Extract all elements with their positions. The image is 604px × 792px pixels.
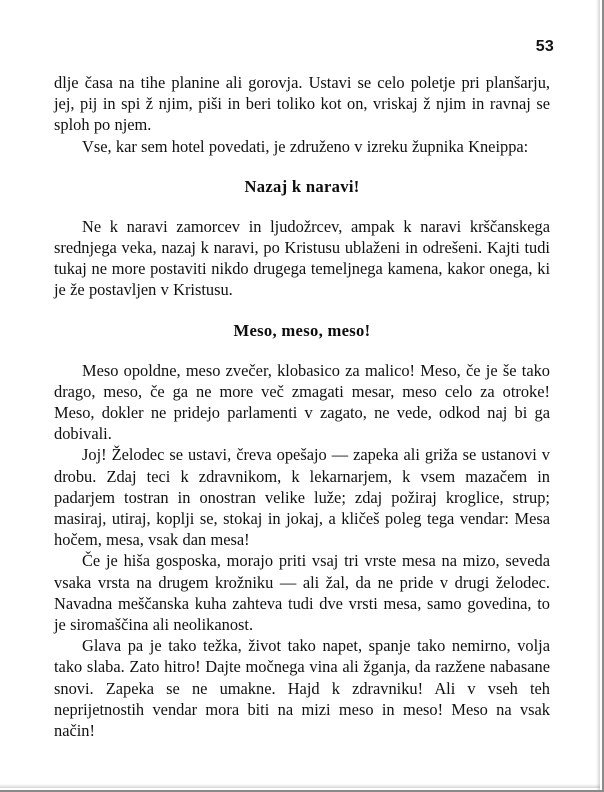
heading-spacer-below-nazaj: [54, 197, 550, 216]
heading-spacer-above-nazaj: [54, 157, 550, 176]
paragraph-joj-zelodec: Joj! Želodec se ustavi, čreva opešajo — zapeka ali griža se ustanovi v drobu. Zdaj teci k zdravnikom, k lekarnarjem, k vsem mazačem in padarjem tostran in onostran velike luže; zdaj požiraj kroglice, strup; masiraj, utiraj, koplji se, stokaj in jokaj, a kličeš poleg tega vendar: Mesa hočem, mesa, vsak dan mesa!: [54, 445, 550, 550]
paragraph-planine: dlje časa na tihe planine ali gorovja. Ustavi se celo poletje pri planšarju, jej, pij in spi ž njim, piši in beri toliko kot on, vriskaj ž njim in ravnaj se sploh po njem.: [54, 73, 550, 135]
heading-spacer-below-meso: [54, 341, 550, 360]
paragraph-glava-tezka: Glava pa je tako težka, život tako napet, spanje tako nemirno, volja tako slaba. Zato hitro! Dajte močnega vina ali žganja, da razžene nabasane snovi. Zapeka se ne umakne. Hajd k zdravniku! Ali v vseh teh neprijetnostih vendar mora biti na mizi meso in meso! Meso na vsak način!: [54, 636, 550, 741]
heading-meso-meso-meso: Meso, meso, meso!: [233, 320, 371, 340]
page-bottom-edge-shadow: [0, 784, 600, 788]
paragraph-hisa-gosposka: Če je hiša gosposka, morajo priti vsaj tri vrste mesa na mizo, seveda vsaka vrsta na drugem krožniku — ali žal, da ne pride v drugi želodec. Navadna meščanska kuha zahteva tudi dve vrsti mesa, samo govedina, to je siromaščina ali neolikanost.: [54, 551, 550, 635]
paragraph-narava-kristus: Ne k naravi zamorcev in ljudožrcev, ampak k naravi krščanskega srednjega veka, nazaj k naravi, po Kristusu ublaženi in odrešeni. Kajti tudi tukaj ne more postaviti nikdo drugega temeljnega kamena, kakor onega, ki je že postavljen v Kristusu.: [54, 216, 550, 300]
page-number: 53: [535, 38, 554, 55]
heading-nazaj-k-naravi: Nazaj k naravi!: [244, 176, 360, 196]
page-text-block: [54, 72, 550, 741]
heading-spacer-above-meso: [54, 301, 550, 320]
paragraph-meso-opoldne: Meso opoldne, meso zvečer, klobasico za malico! Meso, če je še tako drago, meso, če ga ne more več zmagati mesar, meso celo za otroke! Meso, dokler ne pridejo parlamenti v zagato, ne vede, odkod naj bi ga dobivali.: [54, 360, 550, 444]
paragraph-kneipp: Vse, kar sem hotel povedati, je združeno v izreku župnika Kneippa:: [82, 136, 529, 156]
